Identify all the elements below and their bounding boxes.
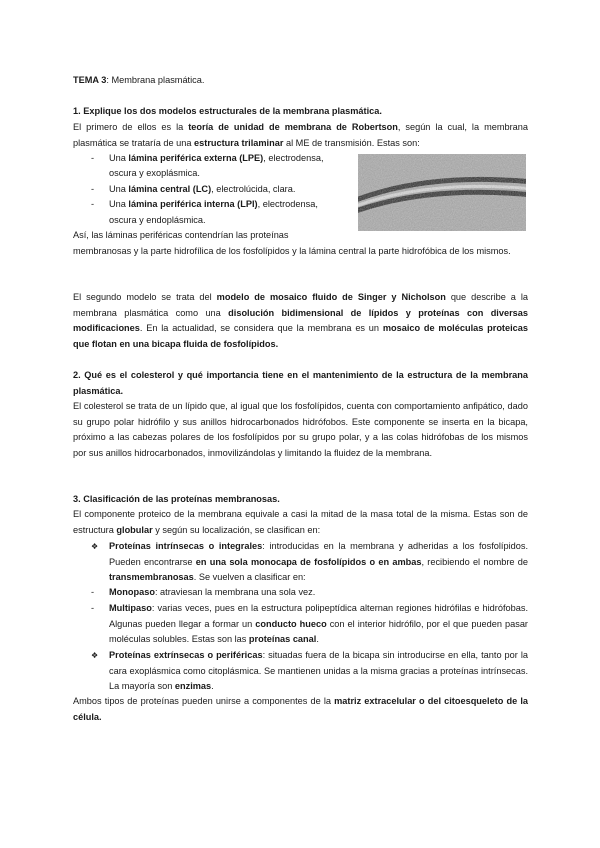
q2-body: El colesterol se trata de un lípido que, al igual que los fosfolípidos, cuenta con comportamiento anfipático, dado su grupo polar hidrófilo y sus anillos hidrocarbonados hidrófobos. Este componente se inserta en la bicapa, próximo a las cabezas polares de los fosfolípidos por su grupo polar, y a las colas hidrófobas de los mismos por sus anillos hidrocarbonados, inmovilizándolas y limitando la fluidez de la membrana. [73, 401, 528, 458]
extrinsic-proteins: Proteínas extrínsecas o periféricas: situadas fuera de la bicapa sin introducirse en ella, tanto por la cara exoplásmica como citoplásmica. Se mantienen unidas a la misma gracias a proteínas intrínsecas. La mayoría son enzimas. [109, 650, 528, 692]
list-dash: - [91, 587, 95, 597]
list-item-lpe-cont: oscura y exoplásmica. [109, 168, 200, 178]
q1-conclusion-line1: Así, las láminas periféricas contendrían las proteínas [73, 230, 289, 240]
q1-second-model: El segundo modelo se trata del modelo de mosaico fluido de Singer y Nicholson que describe a la membrana plasmática como una disolución bidimensional de lípidos y proteínas con diversas modificaciones. En la actualidad, se considera que la membrana es un mosaico de moléculas proteicas que flotan en una bicapa fluida de fosfolípidos. [73, 292, 529, 349]
q1-intro: El primero de ellos es la teoría de unidad de membrana de Robertson, según la cual, la membrana plasmática se trataría de una estructura trilaminar al ME de transmisión. Estas son: [73, 122, 528, 148]
list-item-lpe: Una lámina periférica externa (LPE), electrodensa, [109, 153, 324, 163]
q3-intro: El componente proteico de la membrana equivale a casi la mitad de la masa total de la misma. Estas son de estructura globular y según su localización, se clasifican en: [73, 509, 528, 535]
diamond-bullet-icon: ❖ [91, 651, 99, 660]
list-dash: - [91, 603, 95, 613]
list-item-lc: Una lámina central (LC), electrolúcida, clara. [109, 184, 296, 194]
q1-heading: 1. Explique los dos modelos estructurales de la membrana plasmática. [73, 106, 382, 116]
list-dash: - [91, 184, 95, 194]
membrane-micrograph [358, 154, 526, 231]
list-item-lpi: Una lámina periférica interna (LPI), electrodensa, [109, 199, 318, 209]
q3-closing: Ambos tipos de proteínas pueden unirse a componentes de la matriz extracelular o del citoesqueleto de la célula. [73, 696, 529, 722]
page-title: TEMA 3: Membrana plasmática. [73, 75, 205, 85]
list-dash: - [91, 153, 95, 163]
multipaso-item: Multipaso: varias veces, pues en la estructura polipeptídica alternan regiones hidrófilas e hidrófobas. Algunas pueden llegar a formar un conducto hueco con el interior hidrófilo, por el que pueden pasar moléculas solubles. Estas son las proteínas canal. [109, 603, 528, 645]
q3-heading: 3. Clasificación de las proteínas membranosas. [73, 494, 280, 504]
trilaminar-membrane-image [358, 154, 526, 231]
monopaso-item: Monopaso: atraviesan la membrana una sola vez. [109, 587, 316, 597]
list-dash: - [91, 199, 95, 209]
diamond-bullet-icon: ❖ [91, 542, 99, 551]
q2-heading: 2. Qué es el colesterol y qué importancia tiene en el mantenimiento de la estructura de la membrana plasmática. [73, 370, 528, 396]
list-item-lpi-cont: oscura y endoplásmica. [109, 215, 206, 225]
q1-conclusion: membranosas y la parte hidrofílica de los fosfolípidos y la lámina central la parte hidrofóbica de los mismos. [73, 246, 511, 256]
intrinsic-proteins: Proteínas intrínsecas o integrales: introducidas en la membrana y adheridas a los fosfolípidos. Pueden encontrarse en una sola monocapa de fosfolípidos o en ambas, recibiendo el nombre de transmembranosas. Se vuelven a clasificar en: [109, 541, 528, 583]
